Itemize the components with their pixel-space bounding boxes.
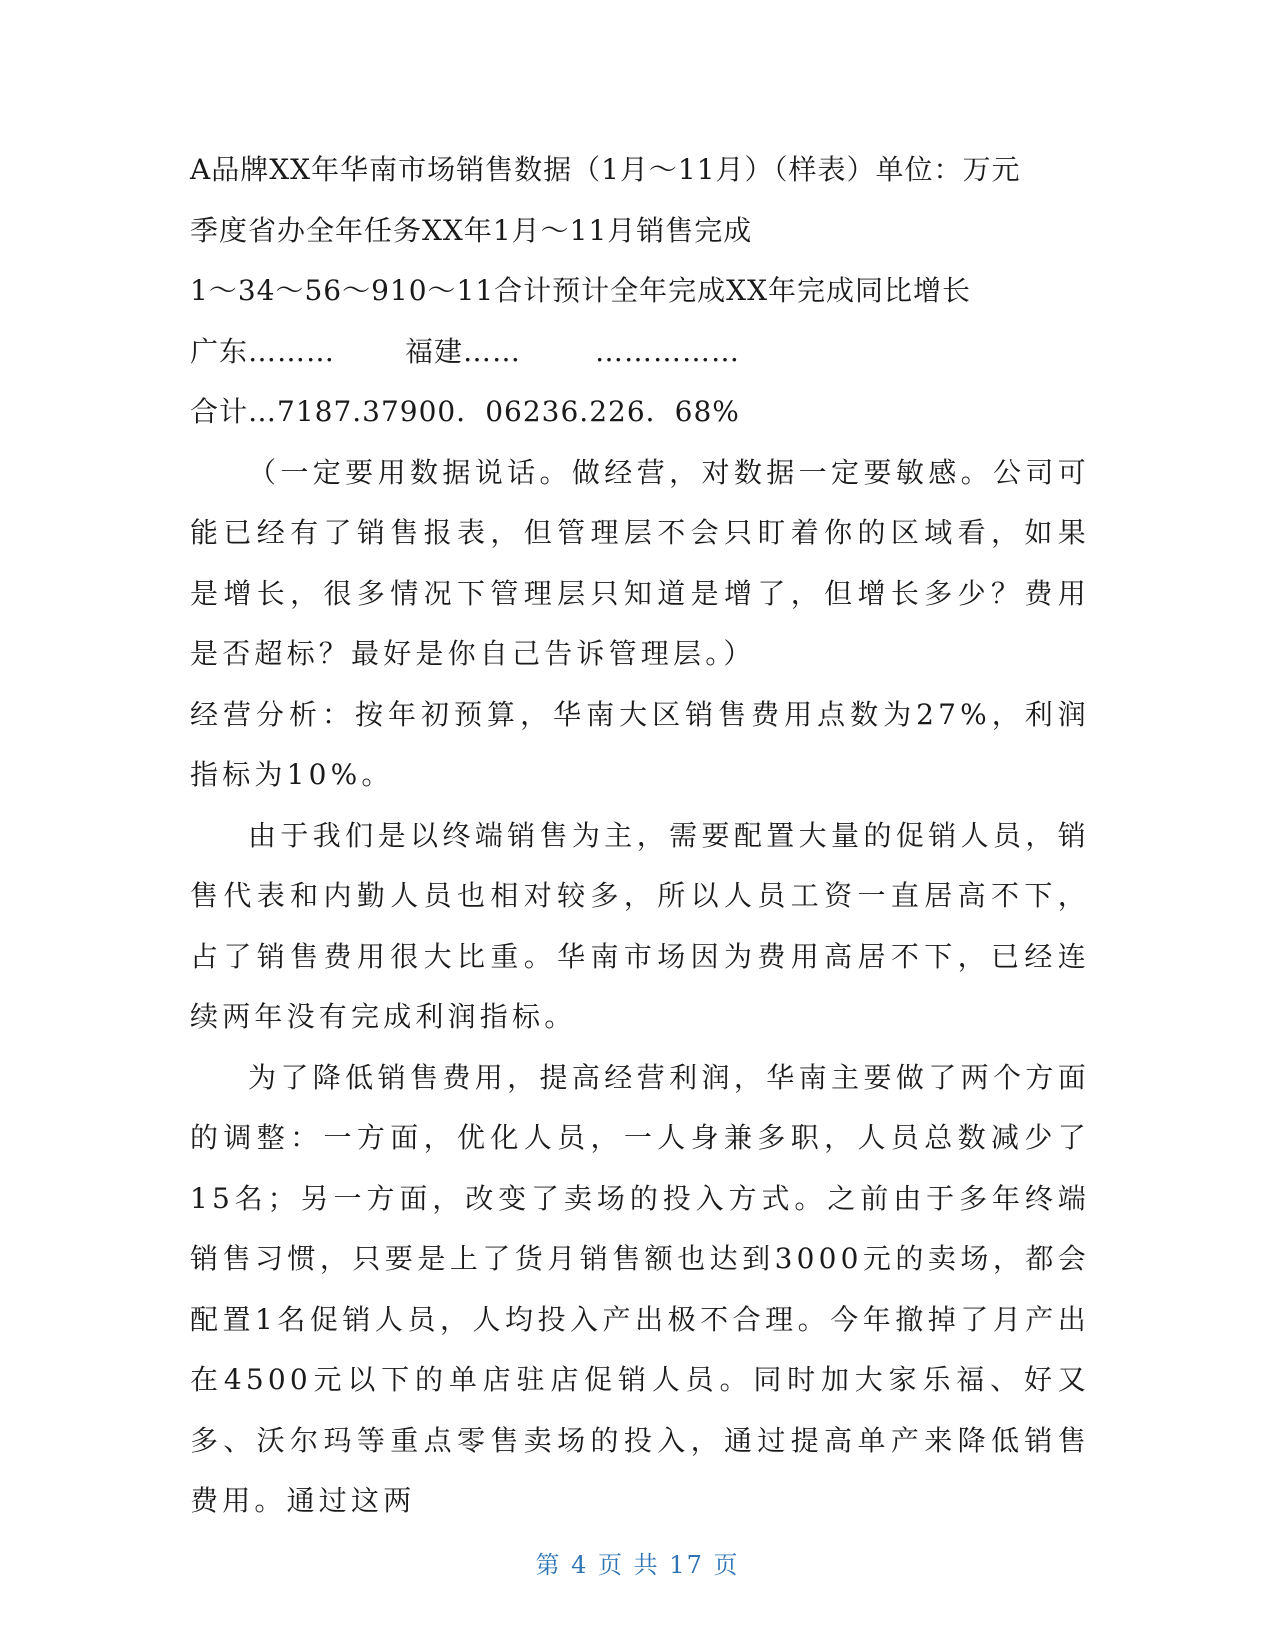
note-paragraph: （一定要用数据说话。做经营，对数据一定要敏感。公司可能已经有了销售报表，但管理层不会只盯着你的区域看，如果是增长，很多情况下管理层只知道是增了，但增长多少？费用是否超标？最好是你自己告诉管理层。）: [190, 455, 1090, 670]
analysis-paragraph: 经营分析：按年初预算，华南大区销售费用点数为27%，利润指标为10%。: [190, 697, 1090, 791]
body-paragraph-3: 为了降低销售费用，提高经营利润，华南主要做了两个方面的调整：一方面，优化人员，一人身兼多职，人员总数减少了15名；另一方面，改变了卖场的投入方式。之前由于多年终端销售习惯，只要是上了货月销售额也达到3000元的卖场，都会配置1名促销人员，人均投入产出极不合理。今年撤掉了月产出在4500元以下的单店驻店促销人员。同时加大家乐福、好又多、沃尔玛等重点零售卖场的投入，通过提高单产来降低销售费用。通过这两: [190, 1060, 1090, 1517]
region-other: ……………: [595, 334, 740, 368]
region-guangdong: 广东………: [190, 334, 336, 368]
table-region-row: [190, 322, 1090, 383]
document-body: [190, 140, 1090, 1532]
body-paragraph-2: 由于我们是以终端销售为主，需要配置大量的促销人员，销售代表和内勤人员也相对较多，所以人员工资一直居高不下，占了销售费用很大比重。华南市场因为费用高居不下，已经连续两年没有完成利润指标。: [190, 818, 1090, 1033]
table-header-row-1: 季度省办全年任务XX年1月～11月销售完成: [190, 213, 753, 247]
page-number-footer: 第 4 页 共 17 页: [535, 1551, 740, 1579]
region-fujian: 福建……: [405, 334, 522, 368]
table-header-row-2: 1～34～56～910～11合计预计全年完成XX年完成同比增长: [190, 274, 972, 307]
table-title: A品牌XX年华南市场销售数据（1月～11月）（样表）单位：万元: [190, 153, 1021, 186]
table-total-row: 合计…7187.37900．06236.226．68%: [190, 395, 740, 428]
